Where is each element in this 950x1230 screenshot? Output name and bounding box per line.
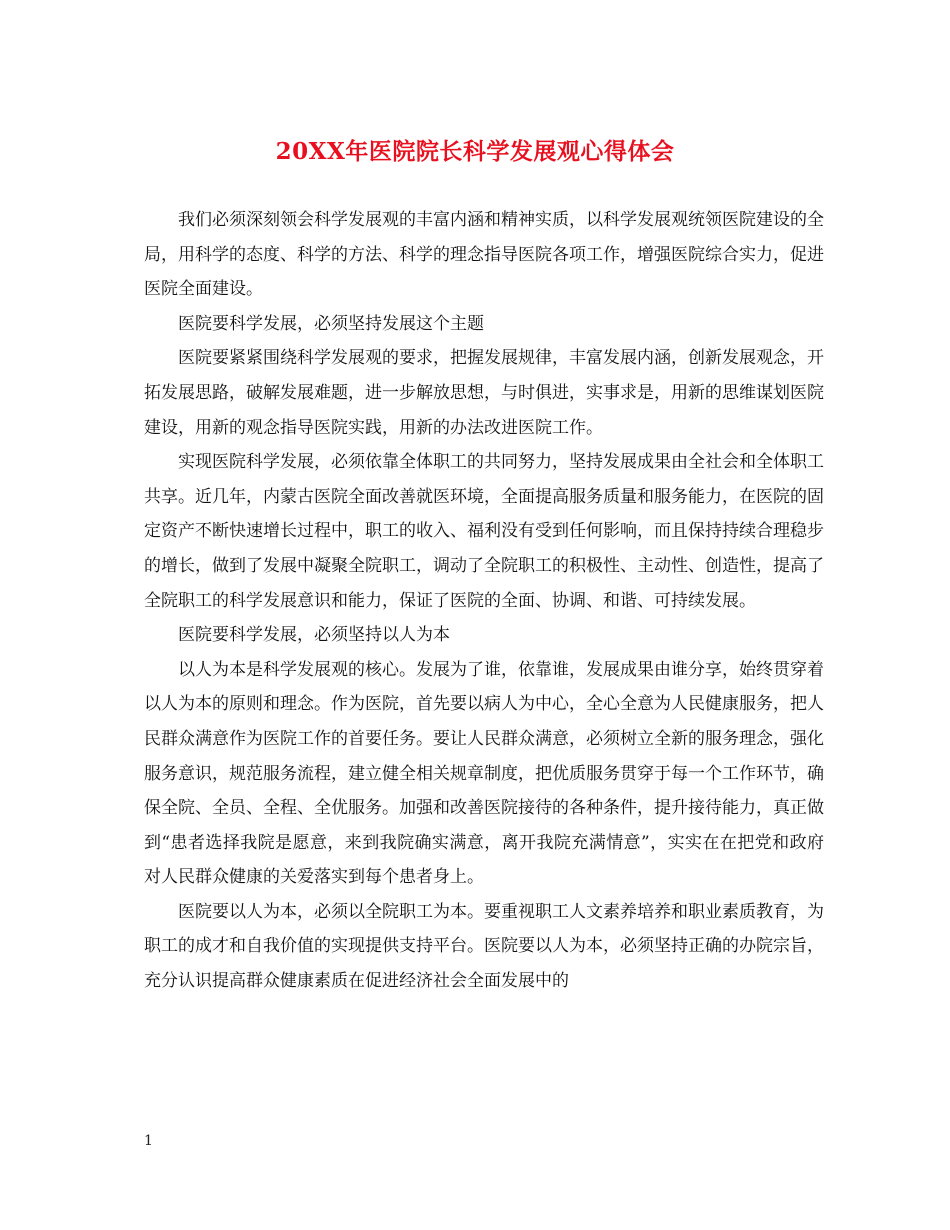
page-number: 1 bbox=[144, 1133, 153, 1149]
paragraph: 医院要紧紧围绕科学发展观的要求，把握发展规律，丰富发展内涵，创新发展观念，开拓发展思路，破解发展难题，进一步解放思想，与时俱进，实事求是，用新的思维谋划医院建设，用新的观念指导医院实践，用新的办法改进医院工作。 bbox=[144, 348, 824, 438]
section-heading: 医院要科学发展，必须坚持发展这个主题 bbox=[178, 313, 484, 334]
document-body bbox=[144, 203, 824, 999]
paragraph: 实现医院科学发展，必须依靠全体职工的共同努力，坚持发展成果由全社会和全体职工共享。近几年，内蒙古医院全面改善就医环境，全面提高服务质量和服务能力，在医院的固定资产不断快速增长过程中，职工的收入、福利没有受到任何影响，而且保持持续合理稳步的增长，做到了发展中凝聚全院职工，调动了全院职工的积极性、主动性、创造性，提高了全院职工的科学发展意识和能力，保证了医院的全面、协调、和谐、可持续发展。 bbox=[144, 452, 824, 611]
document-title: 20XX年医院院长科学发展观心得体会 bbox=[275, 138, 675, 165]
paragraph: 我们必须深刻领会科学发展观的丰富内涵和精神实质，以科学发展观统领医院建设的全局，用科学的态度、科学的方法、科学的理念指导医院各项工作，增强医院综合实力，促进医院全面建设。 bbox=[144, 210, 824, 300]
paragraph: 医院要以人为本，必须以全院职工为本。要重视职工人文素养培养和职业素质教育，为职工的成才和自我价值的实现提供支持平台。医院要以人为本，必须坚持正确的办院宗旨，充分认识提高群众健康素质在促进经济社会全面发展中的 bbox=[144, 901, 824, 992]
paragraph: 以人为本是科学发展观的核心。发展为了谁，依靠谁，发展成果由谁分享，始终贯穿着以人为本的原则和理念。作为医院，首先要以病人为中心，全心全意为人民健康服务，把人民群众满意作为医院工作的首要任务。要让人民群众满意，必须树立全新的服务理念，强化服务意识，规范服务流程，建立健全相关规章制度，把优质服务贯穿于每一个工作环节，确保全院、全员、全程、全优服务。加强和改善医院接待的各种条件，提升接待能力，真正做到“患者选择我院是愿意，来到我院确实满意，离开我院充满情意”，实实在在把党和政府对人民群众健康的关爱落实到每个患者身上。 bbox=[144, 659, 824, 888]
section-heading: 医院要科学发展，必须坚持以人为本 bbox=[178, 625, 450, 646]
